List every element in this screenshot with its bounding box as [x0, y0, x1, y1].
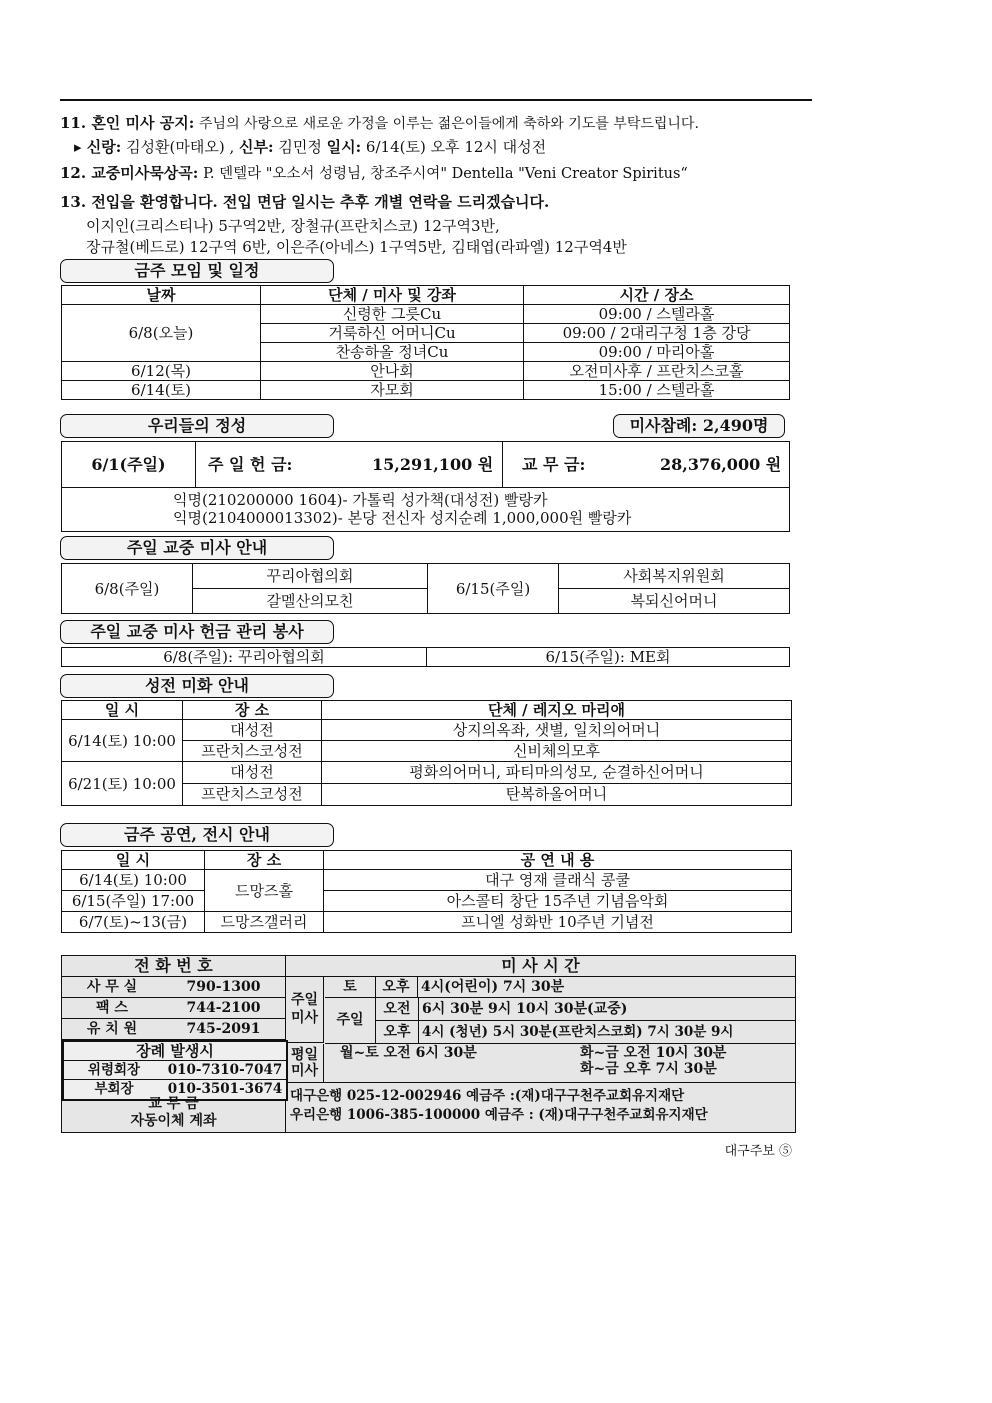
- weekday-mass-label: 평일 미사: [286, 1044, 324, 1082]
- cleaning-place: 프란치스코성전: [183, 784, 322, 806]
- table-row: [62, 362, 790, 381]
- mass-guide-date: 6/8(주일): [62, 564, 193, 614]
- schedule-time: 09:00 / 스텔라홀: [524, 305, 790, 324]
- schedule-header-date: 날짜: [62, 286, 261, 305]
- bride-label: 신부:: [239, 138, 274, 156]
- saturday-label: 토: [343, 979, 357, 995]
- groom-label: ▸ 신랑:: [74, 138, 122, 156]
- event-date: 6/14(토) 10:00: [62, 870, 205, 891]
- kindergarten-label: 유 치 원: [86, 1021, 138, 1037]
- collection-left: 6/8(주일): 꾸리아협의회: [62, 648, 427, 667]
- mass-guide-group: 사회복지위원회: [559, 564, 790, 589]
- schedule-title: 금주 모임 및 일정: [60, 259, 334, 283]
- wedding-info: [74, 136, 546, 158]
- schedule-group: 자모회: [261, 381, 524, 400]
- cleaning-header-place: 장 소: [183, 701, 322, 720]
- table-row: [62, 305, 790, 324]
- funeral-box: [62, 1040, 288, 1101]
- mass-guide-table: [61, 563, 790, 614]
- parish-dues-label: 교 무 금:: [522, 455, 586, 474]
- schedule-time: 09:00 / 2대리구청 1층 강당: [524, 324, 790, 343]
- wedding-date: 6/14(토) 오후 12시 대성전: [365, 138, 547, 156]
- sunday-offering-amount: 15,291,100 원: [372, 455, 494, 474]
- schedule-group: 거룩하신 어머니Cu: [261, 324, 524, 343]
- cleaning-date: 6/21(토) 10:00: [62, 762, 183, 806]
- events-table: [61, 850, 792, 933]
- schedule-header-group: 단체 / 미사 및 강좌: [261, 286, 524, 305]
- funeral-chief-label: 위령회장: [87, 1062, 141, 1078]
- sunday-am-times: 6시 30분 9시 10시 30분(교중): [422, 1001, 628, 1017]
- offering-box: [61, 441, 790, 532]
- schedule-group: 안나회: [261, 362, 524, 381]
- groom-name: 김성환(마태오) ,: [126, 138, 235, 156]
- table-row: [62, 762, 792, 784]
- event-content: 아스콜티 창단 15주년 기념음악회: [324, 891, 792, 912]
- schedule-date: 6/14(토): [62, 381, 261, 400]
- cleaning-place: 대성전: [183, 762, 322, 784]
- office-label: 사 무 실: [86, 979, 138, 995]
- cleaning-header-group: 단체 / 레지오 마리애: [322, 701, 792, 720]
- collection-right: 6/15(주일): ME회: [427, 648, 790, 667]
- funeral-vice-label: 부회장: [94, 1081, 134, 1097]
- collection-table: [61, 647, 790, 667]
- sunday-label: 주일: [325, 998, 376, 1044]
- notice-11-text: 주님의 사랑으로 새로운 가정을 이루는 젊은이들에게 축하와 기도를 부탁드립니다.: [199, 116, 699, 132]
- sunday-offering-label: 주 일 헌 금:: [208, 455, 293, 474]
- bank-account-1: 대구은행 025-12-002946 예금주 :(재)대구구천주교회유지재단: [290, 1088, 685, 1104]
- phone-header: 전 화 번 호: [62, 956, 285, 977]
- event-place: 드망즈홀: [205, 870, 324, 912]
- cleaning-title: 성전 미화 안내: [60, 674, 334, 698]
- event-date: 6/7(토)~13(금): [62, 912, 205, 933]
- table-row: [62, 870, 792, 891]
- funeral-vice-phone: 010-3501-3674: [167, 1081, 283, 1097]
- schedule-date: 6/12(목): [62, 362, 261, 381]
- sunday-mass-label: 주일 미사: [286, 977, 324, 1043]
- page-footer: 대구주보 ⑤: [724, 1144, 792, 1159]
- anonymous-donation-2: 익명(2104000013302)- 본당 전신자 성지순례 1,000,000원 빨랑카: [173, 509, 632, 527]
- event-content: 대구 영재 클래식 콩쿨: [324, 870, 792, 891]
- transfer-list-line-1: 이지인(크리스티나) 5구역2반, 장철규(프란치스코) 12구역3반,: [86, 217, 500, 235]
- mass-guide-date: 6/15(주일): [428, 564, 559, 614]
- funeral-header: 장례 발생시: [64, 1042, 286, 1061]
- events-header-date: 일 시: [62, 851, 205, 870]
- transfer-list-line-2: 장규철(베드로) 12구역 6반, 이은주(아네스) 1구역5반, 김태엽(라파엘) 12구역4반: [86, 238, 627, 256]
- event-date: 6/15(주일) 17:00: [62, 891, 205, 912]
- mass-guide-group: 갈멜산의모친: [193, 589, 428, 614]
- cleaning-place: 프란치스코성전: [183, 741, 322, 762]
- office-phone: 790-1300: [186, 979, 261, 995]
- table-row: [62, 912, 792, 933]
- weekday-tue-fri-am: 화~금 오전 10시 30분: [580, 1045, 727, 1061]
- notice-11: [60, 112, 699, 135]
- mass-guide-group: 꾸리아협의회: [193, 564, 428, 589]
- funeral-chief-phone: 010-7310-7047: [167, 1062, 283, 1078]
- cleaning-group: 평화의어머니, 파티마의성모, 순결하신어머니: [322, 762, 792, 784]
- mass-guide-title: 주일 교중 미사 안내: [60, 536, 334, 560]
- cleaning-group: 상지의옥좌, 샛별, 일치의어머니: [322, 720, 792, 741]
- top-rule: [60, 99, 812, 101]
- event-content: 프니엘 성화반 10주년 기념전: [324, 912, 792, 933]
- cleaning-group: 탄복하올어머니: [322, 784, 792, 806]
- notice-12-text: P. 덴텔라 "오소서 성령님, 창조주시여" Dentella "Veni Creator Spiritus“: [203, 166, 688, 182]
- wedding-date-label: 일시:: [326, 138, 362, 156]
- schedule-date: 6/8(오늘): [62, 305, 261, 362]
- attendance-badge: 미사참례: 2,490명: [613, 414, 785, 438]
- collection-title: 주일 교중 미사 헌금 관리 봉사: [60, 620, 334, 644]
- cleaning-table: [61, 700, 792, 806]
- notice-13-label: 13. 전입을 환영합니다. 전입 면담 일시는 추후 개별 연락을 드리겠습니다.: [60, 193, 550, 211]
- cleaning-place: 대성전: [183, 720, 322, 741]
- table-row: [62, 891, 792, 912]
- cleaning-group: 신비체의모후: [322, 741, 792, 762]
- schedule-group: 찬송하올 정녀Cu: [261, 343, 524, 362]
- fax-number: 744-2100: [186, 1000, 261, 1016]
- sunday-pm-times: 4시 (청년) 5시 30분(프란치스코회) 7시 30분 9시: [422, 1024, 734, 1040]
- sunday-pm-label: 오후: [383, 1024, 411, 1040]
- schedule-time: 09:00 / 마리아홀: [524, 343, 790, 362]
- table-row: [62, 381, 790, 400]
- notice-12: [60, 162, 688, 185]
- fax-label: 팩 스: [96, 1000, 128, 1016]
- offering-date: 6/1(주일): [62, 442, 196, 487]
- cleaning-date: 6/14(토) 10:00: [62, 720, 183, 762]
- schedule-group: 신령한 그릇Cu: [261, 305, 524, 324]
- events-title: 금주 공연, 전시 안내: [60, 823, 334, 847]
- weekday-tue-fri-pm: 화~금 오후 7시 30분: [580, 1061, 717, 1077]
- schedule-table: [61, 285, 790, 400]
- mass-times-header: 미 사 시 간: [286, 956, 795, 977]
- cleaning-header-date: 일 시: [62, 701, 183, 720]
- bride-name: 김민정: [278, 138, 322, 156]
- schedule-time: 오전미사후 / 프란치스코홀: [524, 362, 790, 381]
- offering-title: 우리들의 정성: [60, 414, 334, 438]
- weekday-morning: 월~토 오전 6시 30분: [340, 1045, 477, 1061]
- saturday-times: 4시(어린이) 7시 30분: [421, 979, 565, 995]
- bank-account-2: 우리은행 1006-385-100000 예금주 : (재)대구구천주교회유지재단: [290, 1107, 708, 1123]
- table-row: [62, 564, 790, 589]
- table-row: [62, 720, 792, 741]
- schedule-time: 15:00 / 스텔라홀: [524, 381, 790, 400]
- kindergarten-phone: 745-2091: [186, 1021, 261, 1037]
- table-row: [62, 648, 790, 667]
- notice-13: [60, 191, 549, 213]
- schedule-header-time: 시간 / 장소: [524, 286, 790, 305]
- sunday-am-label: 오전: [383, 1001, 411, 1017]
- notice-11-label: 11. 혼인 미사 공지:: [60, 114, 195, 132]
- event-place: 드망즈갤러리: [205, 912, 324, 933]
- events-header-content: 공 연 내 용: [324, 851, 792, 870]
- saturday-pm-label: 오후: [382, 979, 410, 995]
- auto-transfer-label: 교 무 금 자동이체 계좌: [130, 1096, 217, 1129]
- notice-12-label: 12. 교중미사묵상곡:: [60, 164, 199, 182]
- mass-guide-group: 복되신어머니: [559, 589, 790, 614]
- anonymous-donation-1: 익명(210200000 1604)- 가톨릭 성가책(대성전) 빨랑카: [173, 491, 548, 509]
- events-header-place: 장 소: [205, 851, 324, 870]
- info-block: [61, 955, 796, 1133]
- parish-dues-amount: 28,376,000 원: [660, 455, 782, 474]
